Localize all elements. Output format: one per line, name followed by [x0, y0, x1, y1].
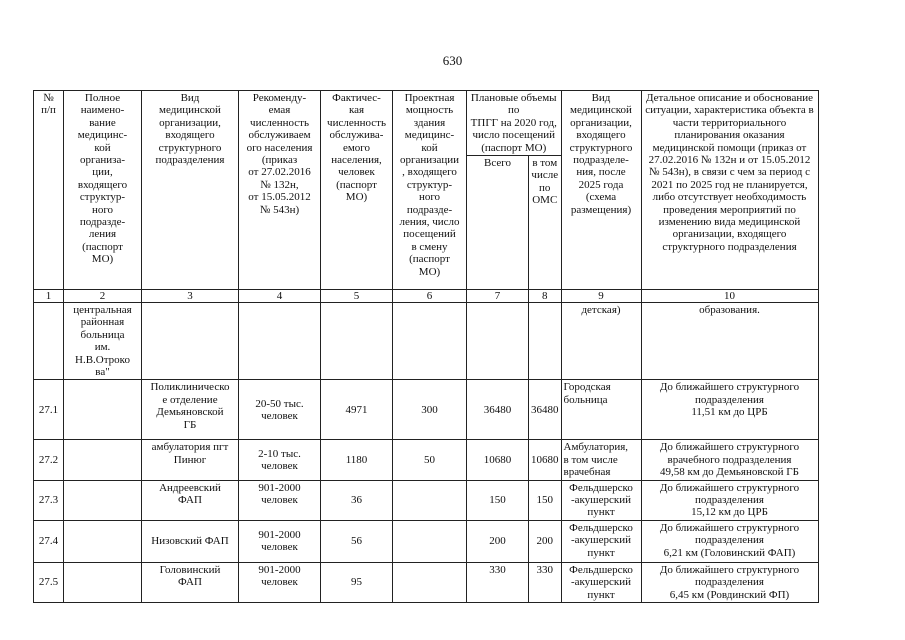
cell-org-type: Головинский ФАП	[142, 562, 239, 602]
cell-org-type-2025: детская)	[561, 303, 641, 380]
cell-planned-oms: 10680	[529, 440, 562, 480]
cell-actual: 36	[321, 480, 393, 520]
cell-actual: 56	[321, 520, 393, 562]
header-description: Детальное описание и обоснование ситуации, характеристика объекта в части территориального планирования оказания медицинской помощи (приказ от 27.02.2016 № 132н и от 15.05.2012 № 543н), в связи с чем за период с 2021 по 2025 год не планируется, либо отсутствует необходимость проведения мероприятий по изменению вида медицинской организации, входящего структурного подразделения	[641, 91, 818, 290]
cell-planned-oms: 150	[529, 480, 562, 520]
cell-org-type-2025: Фельдшерско -акушерский пункт	[561, 480, 641, 520]
cell-planned-oms: 330	[529, 562, 562, 602]
cell-planned-total: 150	[467, 480, 529, 520]
column-number: 7	[467, 290, 529, 303]
cell-org-type-2025: Городская больница	[561, 380, 641, 440]
cell-planned-oms: 200	[529, 520, 562, 562]
cell-planned-total: 36480	[467, 380, 529, 440]
cell-full-name	[64, 480, 142, 520]
header-recommended-population: Рекоменду- емая численность обслуживаем ого населения (приказ от 27.02.2016 № 132н, от 15.05.2012 № 543н)	[239, 91, 321, 290]
cell-full-name	[64, 380, 142, 440]
continuation-row	[34, 303, 819, 380]
column-number: 1	[34, 290, 64, 303]
cell-actual	[321, 303, 393, 380]
column-number: 3	[142, 290, 239, 303]
cell-number	[34, 303, 64, 380]
cell-full-name	[64, 520, 142, 562]
cell-number: 27.4	[34, 520, 64, 562]
cell-number: 27.1	[34, 380, 64, 440]
cell-description: До ближайшего структурного подразделения 6,45 км (Ровдинский ФП)	[641, 562, 818, 602]
table-row	[34, 562, 819, 602]
cell-org-type: Низовский ФАП	[142, 520, 239, 562]
cell-number: 27.2	[34, 440, 64, 480]
cell-capacity	[393, 480, 467, 520]
cell-planned-oms: 36480	[529, 380, 562, 440]
cell-planned-total: 10680	[467, 440, 529, 480]
column-number: 2	[64, 290, 142, 303]
cell-planned-total: 200	[467, 520, 529, 562]
cell-recommended: 2-10 тыс. человек	[239, 440, 321, 480]
cell-actual: 1180	[321, 440, 393, 480]
cell-actual: 4971	[321, 380, 393, 440]
header-row	[34, 91, 819, 156]
cell-planned-total	[467, 303, 529, 380]
cell-description: До ближайшего структурного подразделения 15,12 км до ЦРБ	[641, 480, 818, 520]
cell-number: 27.3	[34, 480, 64, 520]
cell-org-type	[142, 303, 239, 380]
cell-capacity	[393, 520, 467, 562]
cell-org-type: Андреевский ФАП	[142, 480, 239, 520]
table-row	[34, 440, 819, 480]
cell-recommended	[239, 303, 321, 380]
column-number: 10	[641, 290, 818, 303]
cell-planned-total: 330	[467, 562, 529, 602]
column-number: 4	[239, 290, 321, 303]
cell-org-type: амбулатория пгт Пинюг	[142, 440, 239, 480]
cell-full-name	[64, 562, 142, 602]
header-org-type: Вид медицинской организации, входящего структурного подразделения	[142, 91, 239, 290]
column-number: 9	[561, 290, 641, 303]
cell-description: До ближайшего структурного подразделения 6,21 км (Головинский ФАП)	[641, 520, 818, 562]
cell-full-name	[64, 440, 142, 480]
column-number: 6	[393, 290, 467, 303]
cell-number: 27.5	[34, 562, 64, 602]
cell-description: До ближайшего структурного подразделения 11,51 км до ЦРБ	[641, 380, 818, 440]
cell-recommended: 901-2000 человек	[239, 562, 321, 602]
cell-org-type-2025: Амбулатория, в том числе врачебная	[561, 440, 641, 480]
column-number: 5	[321, 290, 393, 303]
column-number-row	[34, 290, 819, 303]
header-org-type-2025: Вид медицинской организации, входящего структурного подразделе- ния, после 2025 года (схема размещения)	[561, 91, 641, 290]
page-number: 630	[442, 53, 463, 68]
cell-recommended: 901-2000 человек	[239, 520, 321, 562]
cell-org-type-2025: Фельдшерско -акушерский пункт	[561, 562, 641, 602]
cell-planned-oms	[529, 303, 562, 380]
column-number: 8	[529, 290, 562, 303]
cell-capacity: 300	[393, 380, 467, 440]
cell-capacity: 50	[393, 440, 467, 480]
header-actual-population: Фактичес- кая численность обслужива- емого населения, человек (паспорт МО)	[321, 91, 393, 290]
cell-capacity	[393, 562, 467, 602]
cell-description: До ближайшего структурного врачебного подразделения 49,58 км до Демьяновской ГБ	[641, 440, 818, 480]
cell-actual: 95	[321, 562, 393, 602]
header-planned-oms: в том числе по ОМС	[529, 156, 562, 290]
medical-organizations-table	[33, 90, 819, 603]
header-number: № п/п	[34, 91, 64, 290]
header-planned-total: Всего	[467, 156, 529, 290]
cell-description: образования.	[641, 303, 818, 380]
table-row	[34, 520, 819, 562]
table-row	[34, 380, 819, 440]
cell-org-type: Поликлиническо е отделение Демьяновской ГБ	[142, 380, 239, 440]
cell-org-type-2025: Фельдшерско -акушерский пункт	[561, 520, 641, 562]
table-row	[34, 480, 819, 520]
cell-full-name: центральная районная больница им. Н.В.Отроко ва"	[64, 303, 142, 380]
cell-capacity	[393, 303, 467, 380]
header-design-capacity: Проектная мощность здания медицинс- кой организации , входящего структур- ного подразде- ления, число посещений в смену (паспорт МО)	[393, 91, 467, 290]
header-full-name: Полное наимено- вание медицинс- кой организа- ции, входящего структур- ного подразде- ления (паспорт МО)	[64, 91, 142, 290]
cell-recommended: 20-50 тыс. человек	[239, 380, 321, 440]
cell-recommended: 901-2000 человек	[239, 480, 321, 520]
header-planned-volumes: Плановые объемы по ТПГГ на 2020 год, число посещений (паспорт МО)	[467, 91, 562, 156]
